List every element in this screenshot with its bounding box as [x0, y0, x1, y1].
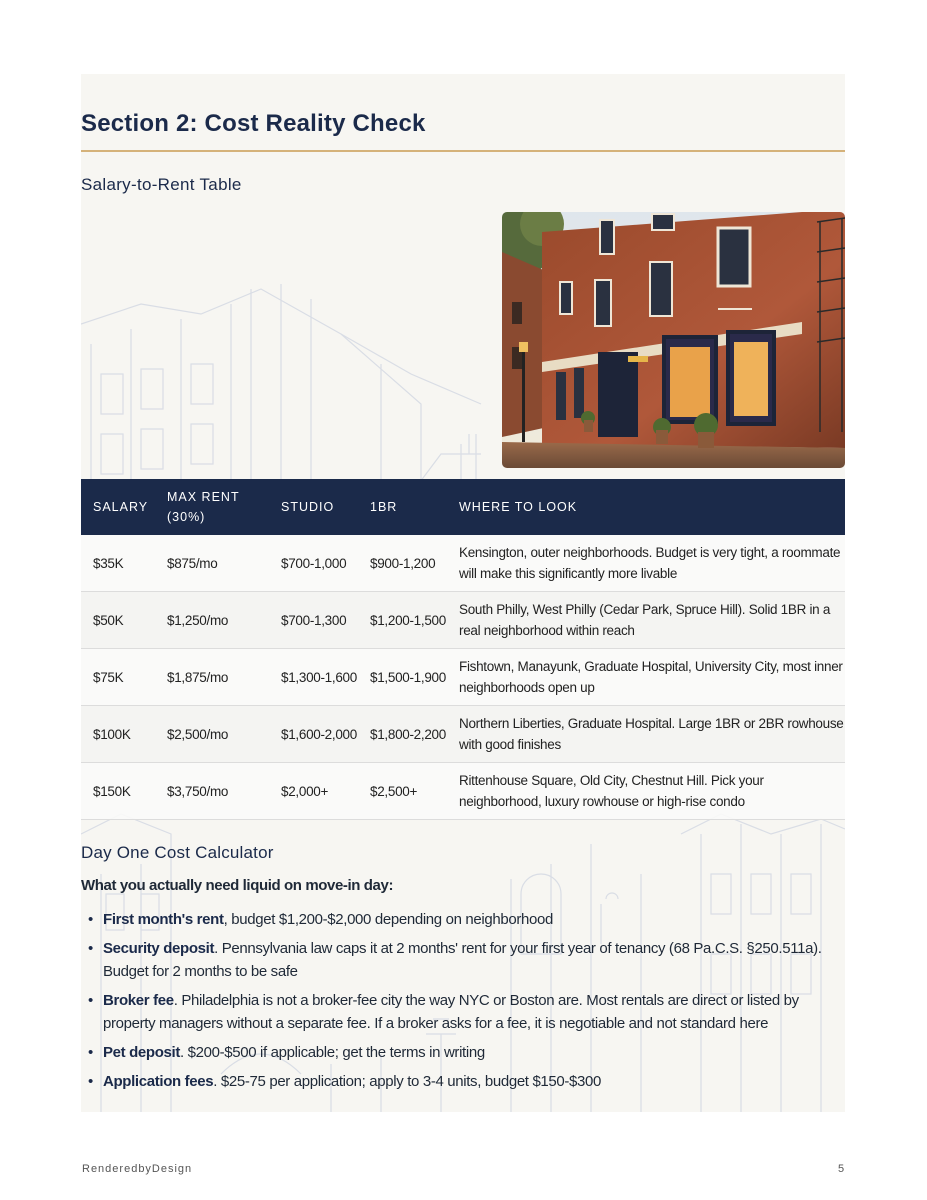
- table-header-row: [81, 479, 845, 535]
- bullet-icon: •: [88, 911, 93, 928]
- cell-salary: $150K: [81, 763, 155, 820]
- cell-max-rent: $1,875/mo: [155, 649, 269, 706]
- cell-1br: $1,500-1,900: [358, 649, 447, 706]
- cell-studio: $700-1,000: [269, 535, 358, 592]
- cell-where-to-look: Kensington, outer neighborhoods. Budget is very tight, a roommate will make this significantly more livable: [447, 535, 845, 592]
- table-row: [81, 535, 845, 592]
- cell-max-rent: $3,750/mo: [155, 763, 269, 820]
- cell-1br: $900-1,200: [358, 535, 447, 592]
- cost-term: Pet deposit: [103, 1044, 180, 1061]
- cell-1br: $2,500+: [358, 763, 447, 820]
- list-item: [88, 989, 845, 1035]
- title-divider: [81, 150, 845, 152]
- list-item: [88, 1070, 845, 1093]
- cell-where-to-look: Rittenhouse Square, Old City, Chestnut Hill. Pick your neighborhood, luxury rowhouse or high-rise condo: [447, 763, 845, 820]
- bullet-icon: •: [88, 992, 93, 1009]
- cell-salary: $35K: [81, 535, 155, 592]
- cell-max-rent: $1,250/mo: [155, 592, 269, 649]
- cell-salary: $75K: [81, 649, 155, 706]
- table-heading: Salary-to-Rent Table: [81, 175, 242, 194]
- header-studio: STUDIO: [281, 500, 335, 514]
- cost-description: . $200-$500 if applicable; get the terms in writing: [180, 1044, 485, 1061]
- header-max-rent: MAX RENT (30%): [167, 490, 240, 524]
- move-in-cost-list: [81, 908, 845, 1099]
- cell-salary: $50K: [81, 592, 155, 649]
- cell-1br: $1,200-1,500: [358, 592, 447, 649]
- cost-term: Application fees: [103, 1073, 214, 1090]
- cost-description: . Philadelphia is not a broker-fee city the way NYC or Boston are. Most rentals are direct or listed by property managers without a separate fee. If a broker asks for a fee, it is negotiable and not standard here: [103, 992, 799, 1032]
- table-row: [81, 592, 845, 649]
- page-number: 5: [838, 1163, 845, 1175]
- bullet-icon: •: [88, 1044, 93, 1061]
- cell-salary: $100K: [81, 706, 155, 763]
- list-item: [88, 908, 845, 931]
- rowhouse-photo: [502, 212, 845, 468]
- page-panel: [81, 74, 845, 1112]
- calculator-lead: What you actually need liquid on move-in day:: [81, 877, 394, 894]
- calculator-heading: Day One Cost Calculator: [81, 843, 274, 862]
- table-row: [81, 649, 845, 706]
- cost-description: . Pennsylvania law caps it at 2 months' rent for your first year of tenancy (68 Pa.C.S. §250.511a). Budget for 2 months to be safe: [103, 940, 822, 980]
- cell-1br: $1,800-2,200: [358, 706, 447, 763]
- header-where-to-look: WHERE TO LOOK: [459, 500, 578, 514]
- cell-studio: $2,000+: [269, 763, 358, 820]
- cell-studio: $1,600-2,000: [269, 706, 358, 763]
- bullet-icon: •: [88, 1073, 93, 1090]
- cell-where-to-look: Northern Liberties, Graduate Hospital. Large 1BR or 2BR rowhouse with good finishes: [447, 706, 845, 763]
- bullet-icon: •: [88, 940, 93, 957]
- salary-to-rent-table: [81, 479, 845, 820]
- cell-where-to-look: Fishtown, Manayunk, Graduate Hospital, University City, most inner neighborhoods open up: [447, 649, 845, 706]
- cell-max-rent: $2,500/mo: [155, 706, 269, 763]
- table-row: [81, 706, 845, 763]
- footer-brand: RenderedbyDesign: [82, 1163, 193, 1175]
- cost-description: , budget $1,200-$2,000 depending on neighborhood: [223, 911, 553, 928]
- cost-description: . $25-75 per application; apply to 3-4 units, budget $150-$300: [213, 1073, 602, 1090]
- list-item: [88, 1041, 845, 1064]
- header-salary: SALARY: [93, 500, 149, 514]
- table-row: [81, 763, 845, 820]
- cell-studio: $1,300-1,600: [269, 649, 358, 706]
- list-item: [88, 937, 845, 983]
- cost-term: Broker fee: [103, 992, 174, 1009]
- cost-term: Security deposit: [103, 940, 215, 957]
- cell-where-to-look: South Philly, West Philly (Cedar Park, Spruce Hill). Solid 1BR in a real neighborhood within reach: [447, 592, 845, 649]
- cost-term: First month's rent: [103, 911, 224, 928]
- cell-max-rent: $875/mo: [155, 535, 269, 592]
- section-title: Section 2: Cost Reality Check: [81, 110, 426, 137]
- cell-studio: $700-1,300: [269, 592, 358, 649]
- header-1br: 1BR: [370, 500, 398, 514]
